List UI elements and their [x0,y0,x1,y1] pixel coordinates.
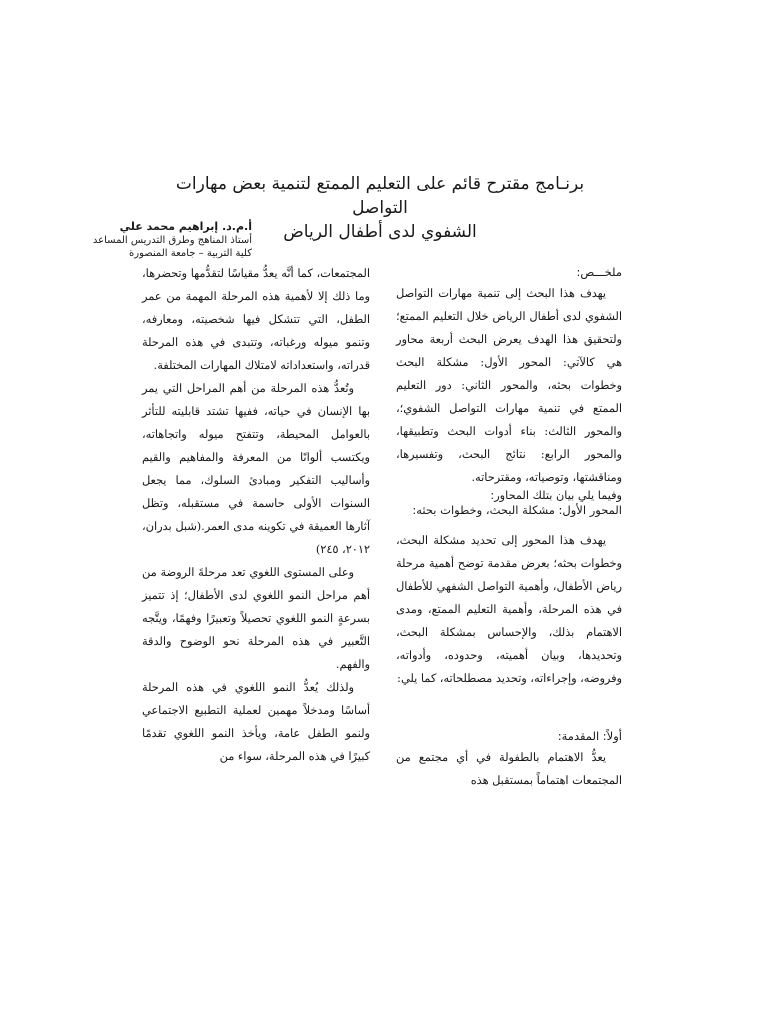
body-paragraph-4: ولذلك يُعدُّ النمو اللغوي في هذه المرحلة أساسًا ومدخلاً مهمين لعملية التطبيع الاجتماعي ولنمو الطفل عامة، ويأخذ النمو اللغوي تقدمًا كبيرًا في هذه المرحلة، سواء من [142,681,370,763]
section1-heading: أولاً: المقدمة: [557,729,622,743]
body-paragraph-1: المجتمعات، كما أنَّه يعدُّ مقياسًا لتقدُّمها وتحضرها، وما ذلك إلا لأهمية هذه المرحلة المهمة من عمر الطفل، التي تتشكل فيها شخصيته، ومعارفه، وتنمو ميوله ورغباته، وتتبدى في هذه المرحلة قدراته، واستعداداته لامتلاك المهارات المختلفة. [142,267,370,372]
axis1-paragraph: يهدف هذا المحور إلى تحديد مشكلة البحث، وخطوات بحثه؛ بعرض مقدمة توضح أهمية مرحلة رياض الأطفال، وأهمية التواصل الشفهي للأطفال في هذه المرحلة، وأهمية التعليم الممتع، ومدى الاهتمام بذلك، والإحساس بمشكلة البحث، وتحديدها، وبيان أهميته، وحدوده، وأدواته، وفروضه، وإجراءاته، وتحديد مصطلحاته، كما يلي: [396,534,622,685]
body-paragraph-2: وتُعدُّ هذه المرحلة من أهم المراحل التي يمر بها الإنسان في حياته، ففيها تشتد قابليته للتأثر بالعوامل المحيطة، وتتفتح ميوله واتجاهاته، ويكتسب ألوانًا من المعرفة والمفاهيم والقيم وأساليب التفكير ومبادئ السلوك، مما يجعل السنوات الأولى حاسمة في مستقبله، وتظل آثارها العميقة في تكوينه مدى العمر.(شبل بدران، ٢٠١٢، ٢٤٥) [142,382,370,556]
author-affiliation: كلية التربية – جامعة المنصورة [129,248,252,259]
left-column [142,262,370,768]
right-column [396,262,622,792]
abstract-heading: ملخـــص: [576,265,622,279]
abstract-paragraph: يهدف هذا البحث إلى تنمية مهارات التواصل الشفوي لدى أطفال الرياض خلال التعليم الممتع؛ ولتحقيق هذا الهدف يعرض البحث أربعة محاور هي كالآتي: المحور الأول: مشكلة البحث وخطوات بحثه، والمحور الثاني: دور التعليم الممتع في تنمية مهارات التواصل الشفوي؛، والمحور الثالث: بناء أدوات البحث وتطبيقها، والمحور الرابع: نتائج البحث، وتفسيرها، ومناقشتها، وتوصياته، ومقترحاته. [396,287,622,484]
axis1-heading: المحور الأول: مشكلة البحث، وخطوات بحثه: [412,503,622,517]
author-name: أ.م.د. إبراهيم محمد علي [119,220,252,233]
author-position: أستاذ المناهج وطرق التدريس المساعد [92,235,252,246]
axes-intro-line: وفيما يلي بيان بتلك المحاور: [490,489,622,502]
author-block [12,220,252,260]
section1-paragraph: يعدُّ الاهتمام بالطفولة في أي مجتمع من المجتمعات اهتماماً بمستقبل هذه [396,751,622,787]
title-line-1: برنـامج مقترح قائم على التعليم الممتع لتنمية بعض مهارات التواصل [175,174,585,218]
title-line-2: الشفوي لدى أطفال الرياض [283,222,477,242]
body-paragraph-3: وعلى المستوى اللغوي تعد مرحلةَ الروضة من أهم مراحل النمو اللغوي لدى الأطفال؛ إذ تتميز بسرعةٍ النمو اللغوي تحصيلاً وتعبيرًا وفهمًا، ويتَّجه التَّعبير في هذه المرحلة نحو الوضوح والدقة والفهم. [142,566,370,671]
